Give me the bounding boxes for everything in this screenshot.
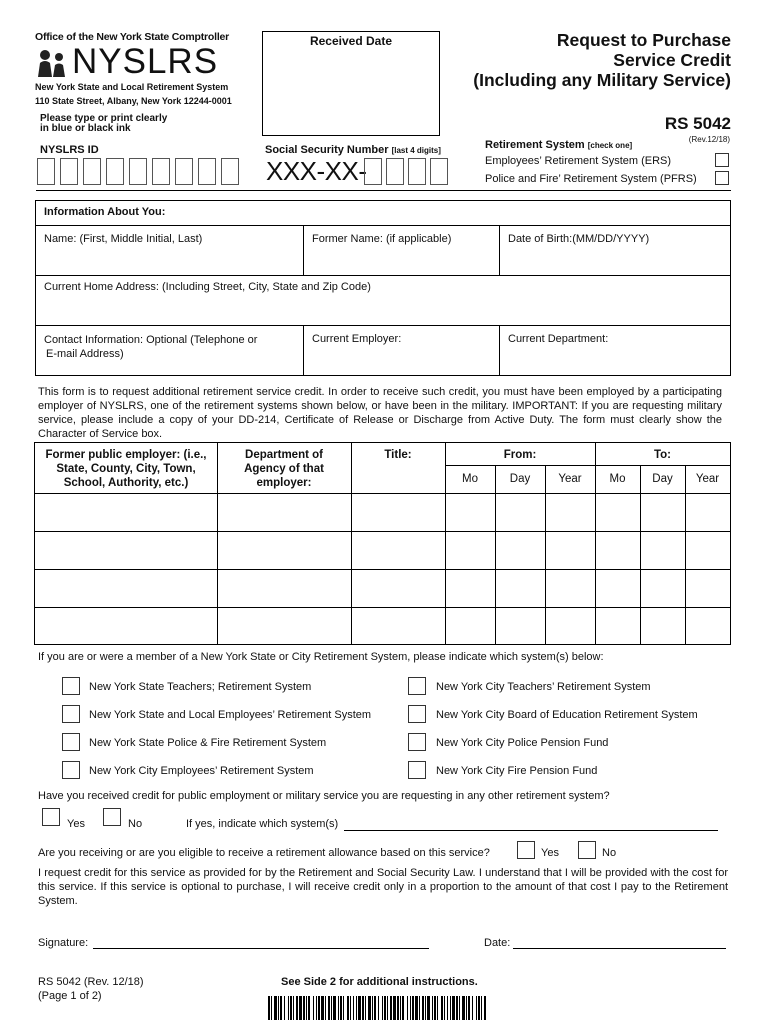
logo-text: NYSLRS (72, 42, 219, 81)
ssn-label-text: Social Security Number (265, 144, 389, 156)
allowance-yes-checkbox[interactable] (517, 841, 535, 859)
date-line[interactable] (513, 935, 726, 949)
nyslrs-id-digit[interactable] (60, 158, 78, 185)
footer-page: (Page 1 of 2) (38, 990, 102, 1002)
allowance-question: Are you receiving or are you eligible to receive a retirement allowance based on this service? (38, 847, 490, 859)
pfrs-checkbox[interactable] (715, 171, 729, 185)
nyslrs-id-digit[interactable] (175, 158, 193, 185)
system-label: New York City Police Pension Fund (436, 737, 609, 749)
service-table (34, 442, 731, 645)
ssn-prefix: XXX-XX- (266, 156, 367, 186)
footer-form-rev: RS 5042 (Rev. 12/18) (38, 976, 144, 988)
service-row[interactable] (35, 494, 730, 531)
indicate-systems-label: If yes, indicate which system(s) (186, 818, 339, 830)
name-field[interactable] (36, 226, 302, 275)
received-date-label: Received Date (309, 34, 393, 48)
ssn-digit[interactable] (386, 158, 404, 185)
credit-question: Have you received credit for public employment or military service you are requesting in any other retirement system? (38, 790, 610, 802)
system-checkbox[interactable] (62, 705, 80, 723)
col-header-employer-line2: State, County, City, Town, (56, 463, 196, 475)
footer-see-side: See Side 2 for additional instructions. (281, 976, 478, 988)
ers-checkbox[interactable] (715, 153, 729, 167)
instructions-line2: in blue or black ink (40, 123, 131, 134)
from-day-header: Day (509, 473, 531, 485)
name-label: Name: (First, Middle Initial, Last) (44, 233, 203, 245)
header-divider (36, 190, 731, 191)
instructions (40, 114, 167, 134)
ssn-label (265, 144, 441, 156)
col-header-to: To: (653, 449, 672, 461)
service-row[interactable] (35, 608, 730, 644)
ssn-digit[interactable] (408, 158, 426, 185)
credit-no-checkbox[interactable] (103, 808, 121, 826)
allowance-no-checkbox[interactable] (578, 841, 596, 859)
pfrs-label: Police and Fire’ Retirement System (PFRS) (485, 173, 697, 185)
nyslrs-id-digit[interactable] (152, 158, 170, 185)
form-title-line1: Request to Purchase (556, 30, 731, 50)
credit-yes-label: Yes (67, 818, 85, 830)
nyslrs-id-digit[interactable] (37, 158, 55, 185)
nyslrs-logo-icon (34, 47, 70, 79)
system-label: New York State Teachers; Retirement System (89, 681, 312, 693)
nyslrs-id-digit[interactable] (83, 158, 101, 185)
ssn-digit[interactable] (364, 158, 382, 185)
dob-label: Date of Birth:(MM/DD/YYYY) (508, 233, 650, 245)
contact-label-line2: E-mail Address) (46, 348, 124, 360)
current-department-field[interactable] (500, 326, 730, 375)
system-checkbox[interactable] (62, 761, 80, 779)
service-row[interactable] (35, 532, 730, 569)
contact-label-line1: Contact Information: Optional (Telephone or (44, 334, 258, 346)
ssn-digit[interactable] (430, 158, 448, 185)
former-name-field[interactable] (304, 226, 498, 275)
nyslrs-id-digit[interactable] (129, 158, 147, 185)
nyslrs-id-digit[interactable] (198, 158, 216, 185)
home-address-label: Current Home Address: (Including Street, City, State and Zip Code) (44, 281, 371, 293)
system-label: New York City Board of Education Retirement System (436, 709, 698, 721)
system-checkbox[interactable] (408, 761, 426, 779)
check-one-hint: [check one] (587, 141, 633, 150)
from-mo-header: Mo (462, 473, 478, 485)
col-header-agency-line2: Agency of that (244, 463, 324, 475)
signature-label: Signature: (38, 937, 89, 949)
credit-no-label: No (128, 818, 143, 830)
col-header-agency (217, 448, 351, 490)
form-title-line2: Service Credit (613, 50, 731, 70)
nyslrs-id-digit[interactable] (221, 158, 239, 185)
ers-label: Employees’ Retirement System (ERS) (485, 155, 672, 167)
signature-line[interactable] (93, 935, 429, 949)
allowance-yes-label: Yes (541, 847, 559, 859)
form-code: RS 5042 (664, 114, 731, 133)
ssn-hint: [last 4 digits] (391, 146, 441, 155)
former-name-label: Former Name: (if applicable) (312, 233, 452, 245)
system-label: New York City Employees’ Retirement System (89, 765, 314, 777)
to-mo-header: Mo (609, 473, 626, 485)
system-checkbox[interactable] (408, 733, 426, 751)
col-header-agency-line1: Department of (245, 449, 323, 461)
indicate-systems-line[interactable] (344, 818, 718, 831)
contact-field[interactable] (36, 326, 302, 375)
form-title-line3: (Including any Military Service) (473, 70, 731, 90)
current-department-label: Current Department: (508, 333, 609, 345)
retirement-system-label (485, 139, 632, 151)
col-header-agency-line3: employer: (256, 477, 312, 489)
col-header-title: Title: (384, 449, 412, 461)
system-checkbox[interactable] (408, 677, 426, 695)
col-header-employer (35, 448, 217, 490)
system-label: New York State and Local Employees’ Retirement System (89, 709, 372, 721)
current-employer-field[interactable] (304, 326, 498, 375)
about-you-title: Information About You: (44, 206, 166, 218)
office-line: Office of the New York State Comptroller (35, 31, 230, 43)
barcode-icon (268, 996, 486, 1020)
service-row[interactable] (35, 570, 730, 607)
system-name: New York State and Local Retirement System (35, 82, 229, 92)
intro-paragraph: This form is to request additional retirement service credit. In order to receive such credit, you must have been employed by a participating employer of NYSLRS, one of the retirement systems shown below, or have been in the military. IMPORTANT: If you are requesting military service, please include a copy of your DD-214, Certificate of Release or Discharge from Active Duty. The form must clearly show the Character of Service box. (38, 386, 722, 440)
system-label: New York City Teachers’ Retirement System (436, 681, 651, 693)
date-label: Date: (484, 937, 511, 949)
nyslrs-id-digit[interactable] (106, 158, 124, 185)
system-checkbox[interactable] (62, 733, 80, 751)
current-employer-label: Current Employer: (312, 333, 402, 345)
form-title (473, 30, 731, 90)
from-year-header: Year (558, 473, 582, 485)
system-address: 110 State Street, Albany, New York 12244-0001 (35, 96, 232, 106)
certification-paragraph: I request credit for this service as provided for by the Retirement and Social Security Law. I understand that I will be provided with the cost for this service. If this service is optional to purchase, I will receive credit only in a proportion to the amount of that cost I pay to the Retirement System. (38, 867, 728, 907)
dob-field[interactable] (500, 226, 730, 275)
allowance-no-label: No (602, 847, 617, 859)
system-checkbox[interactable] (408, 705, 426, 723)
instructions-line1: Please type or print clearly (40, 113, 168, 124)
received-date-box (262, 31, 440, 136)
home-address-field[interactable] (36, 276, 730, 325)
col-header-employer-line3: School, Authority, etc.) (63, 477, 189, 489)
form-revision: (Rev.12/18) (688, 135, 730, 144)
system-checkbox[interactable] (62, 677, 80, 695)
member-question: If you are or were a member of a New York State or City Retirement System, please indicate which system(s) below: (38, 651, 604, 663)
retirement-system-label-text: Retirement System (485, 139, 585, 151)
about-you-section (35, 200, 731, 376)
nyslrs-id-label: NYSLRS ID (40, 144, 99, 156)
to-year-header: Year (695, 473, 720, 485)
credit-yes-checkbox[interactable] (42, 808, 60, 826)
to-day-header: Day (652, 473, 673, 485)
col-header-employer-line1: Former public employer: (i.e., (45, 449, 207, 461)
col-header-from: From: (503, 449, 537, 461)
system-label: New York State Police & Fire Retirement System (89, 737, 327, 749)
system-label: New York City Fire Pension Fund (436, 765, 598, 777)
